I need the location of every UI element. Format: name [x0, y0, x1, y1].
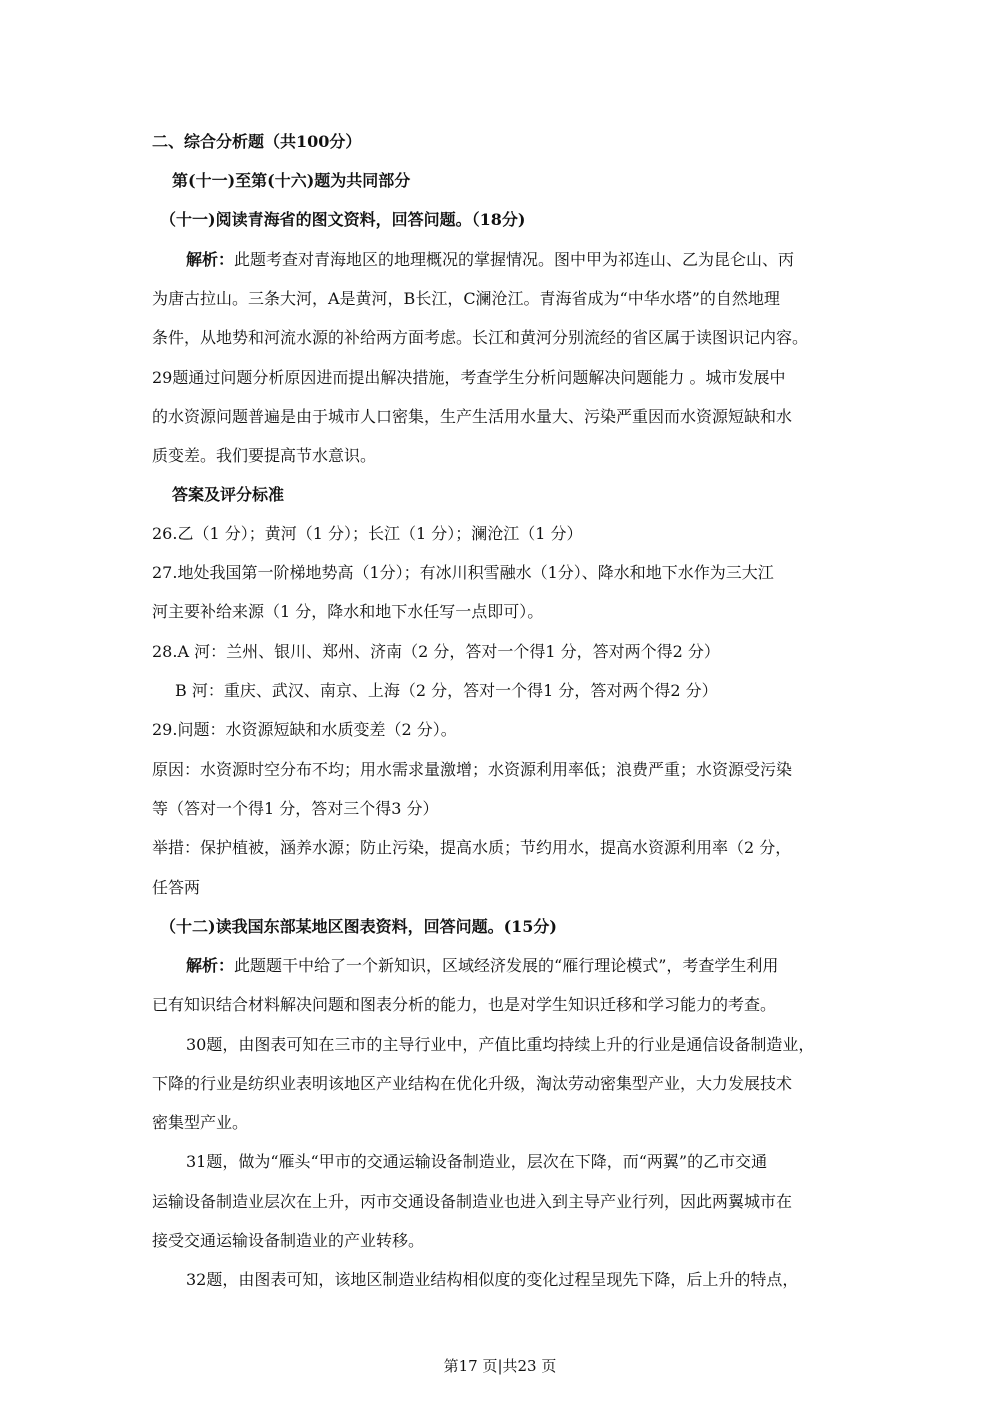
answer-heading: 答案及评分标准 [172, 485, 285, 504]
q11-analysis-line-1: 解析：此题考查对青海地区的地理概况的掌握情况。图中甲为祁连山、乙为昆仑山、丙 [186, 250, 795, 269]
analysis-label: 解析： [186, 250, 235, 269]
q11-analysis-line-3: 条件，从地势和河流水源的补给两方面考虑。长江和黄河分别流经的省区属于读图识记内容。 [152, 328, 809, 347]
answer-line-29-reason-b: 等（答对一个得1 分，答对三个得3 分） [152, 799, 439, 818]
q12-analysis-line-3: 30题，由图表可知在三市的主导行业中，产值比重均持续上升的行业是通信设备制造业， [186, 1035, 815, 1054]
page-footer: 第17 页|共23 页 [443, 1357, 557, 1375]
answer-line-29-measure-b: 任答两 [152, 878, 201, 897]
answer-line-29-measure-a: 举措：保护植被，涵养水源；防止污染，提高水质；节约用水，提高水资源利用率（2 分， [152, 838, 792, 857]
q12-analysis-line-5: 密集型产业。 [152, 1113, 249, 1132]
q11-analysis-line-6: 质变差。我们要提高节水意识。 [152, 446, 377, 465]
q12-analysis-line-6: 31题，做为“雁头“甲市的交通运输设备制造业，层次在下降，而“两翼”的乙市交通 [186, 1152, 768, 1171]
answer-line-26: 26.乙（1 分）；黄河（1 分）；长江（1 分）；澜沧江（1 分） [152, 524, 583, 543]
section-title: 二、综合分析题（共100分） [152, 132, 362, 151]
analysis-label: 解析： [186, 956, 235, 975]
question-11-title: （十一)阅读青海省的图文资料，回答问题。（18分) [160, 210, 526, 229]
answer-line-28b: B 河：重庆、武汉、南京、上海（2 分，答对一个得1 分，答对两个得2 分） [175, 681, 718, 700]
q11-analysis-line-5: 的水资源问题普遍是由于城市人口密集，生产生活用水量大、污染严重因而水资源短缺和水 [152, 407, 793, 426]
common-part-heading: 第(十一)至第(十六)题为共同部分 [172, 171, 411, 190]
answer-line-28a: 28.A 河：兰州、银川、郑州、济南（2 分，答对一个得1 分，答对两个得2 分） [152, 642, 720, 661]
q12-analysis-line-1: 解析：此题题干中给了一个新知识，区域经济发展的“雁行理论模式”，考查学生利用 [186, 956, 779, 975]
q12-analysis-line-7: 运输设备制造业层次在上升，丙市交通设备制造业也进入到主导产业行列，因此两翼城市在 [152, 1192, 793, 1211]
q12-analysis-line-2: 已有知识结合材料解决问题和图表分析的能力，也是对学生知识迁移和学习能力的考查。 [152, 995, 777, 1014]
q12-analysis-line-9: 32题，由图表可知，该地区制造业结构相似度的变化过程呈现先下降，后上升的特点， [186, 1270, 799, 1289]
q12-analysis-line-8: 接受交通运输设备制造业的产业转移。 [152, 1231, 425, 1250]
q12-analysis-line-4: 下降的行业是纺织业表明该地区产业结构在优化升级，淘汰劳动密集型产业，大力发展技术 [152, 1074, 793, 1093]
q11-analysis-line-4: 29题通过问题分析原因进而提出解决措施，考查学生分析问题解决问题能力 。城市发展中 [152, 368, 786, 387]
q11-analysis-line-2: 为唐古拉山。三条大河，A是黄河，B长江，C澜沧江。青海省成为“中华水塔”的自然地理 [152, 289, 780, 308]
question-12-title: （十二)读我国东部某地区图表资料，回答问题。(15分) [160, 917, 557, 936]
answer-line-29-reason-a: 原因：水资源时空分布不均；用水需求量激增；水资源利用率低；浪费严重；水资源受污染 [152, 760, 793, 779]
answer-line-29-problem: 29.问题：水资源短缺和水质变差（2 分）。 [152, 720, 457, 739]
answer-line-27a: 27.地处我国第一阶梯地势高（1分）；有冰川积雪融水（1分）、降水和地下水作为三大江 [152, 563, 774, 582]
answer-line-27b: 河主要补给来源（1 分，降水和地下水任写一点即可）。 [152, 602, 544, 621]
